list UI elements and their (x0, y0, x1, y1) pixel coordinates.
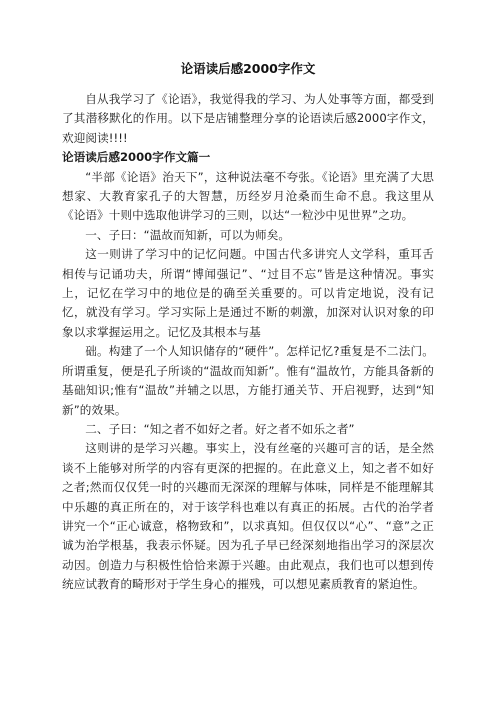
body-paragraph: 这一则讲了学习中的记忆问题。中国古代多讲究人文学科，重耳舌相传与记诵功夫，所谓“博闻强记”、“过目不忘”皆是这种情况。事实上，记忆在学习中的地位是的确至关重要的。可以肯定地说，没有记忆，就没有学习。学习实际上是通过不断的刺激，加深对认识对象的印象以求掌握运用之。记忆及其根本与基 (62, 247, 434, 339)
body-paragraph: “半部《论语》治天下”，这种说法毫不夸张。《论语》里充满了大思想家、大教育家孔子的大智慧，历经岁月沧桑而生命不息。我这里从《论语》十则中选取他讲学习的三则，以达“一粒沙中见世界”之功。 (62, 169, 434, 223)
body-paragraph: 一、子曰：“温故而知新，可以为师矣。 (85, 227, 291, 242)
body-paragraph: 这则讲的是学习兴趣。事实上，没有丝毫的兴趣可言的话，是全然谈不上能够对所学的内容有更深的把握的。在此意义上，知之者不如好之者;然而仅仅凭一时的兴趣而无深深的理解与体味，同样是不能理解其中乐趣的真正所在的，对于该学科也难以有真正的拓展。古代的治学者讲究一个“正心诚意，格物致和”，以求真知。但仅仅以“心”、“意”之正诚为治学根基，我表示怀疑。因为孔子早已经深刻地指出学习的深层次动因。创造力与积极性恰恰来源于兴趣。由此观点，我们也可以想到传统应试教育的畸形对于学生身心的摧残，可以想见素质教育的紧迫性。 (62, 441, 434, 592)
document-title: 论语读后感2000字作文 (180, 61, 316, 76)
intro-paragraph: 自从我学习了《论语》，我觉得我的学习、为人处事等方面，都受到了其潜移默化的作用。以下是店铺整理分享的论语读后感2000字作文，欢迎阅读!!!! (62, 92, 434, 145)
body-paragraph: 础。构建了一个人知识储存的“硬件”。怎样记忆?重复是不二法门。所谓重复，便是孔子所谈的“温故而知新”。惟有“温故竹，方能具备新的基础知识;惟有“温故”并辅之以思，方能打通关节、开启视野，达到“知新”的效果。 (62, 344, 434, 417)
document-page (62, 60, 434, 595)
section-heading: 论语读后感2000字作文篇一 (62, 150, 211, 165)
body-paragraph: 二、子曰：“知之者不如好之者。好之者不如乐之者” (85, 421, 355, 436)
